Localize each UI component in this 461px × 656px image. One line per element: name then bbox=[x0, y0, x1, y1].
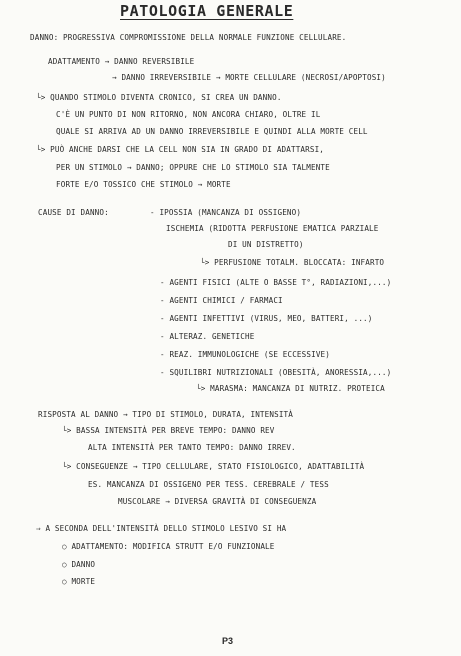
note-line: ⇒ A SECONDA DELL'INTENSITÀ DELLO STIMOLO LESIVO SI HA bbox=[36, 524, 287, 533]
note-line: - REAZ. IMMUNOLOGICHE (SE ECCESSIVE) bbox=[160, 350, 330, 359]
note-line: └> BASSA INTENSITÀ PER BREVE TEMPO: DANNO REV bbox=[62, 426, 275, 435]
note-line: - ALTERAZ. GENETICHE bbox=[160, 332, 255, 341]
note-line: ○ MORTE bbox=[62, 577, 96, 586]
note-line: └> QUANDO STIMOLO DIVENTA CRONICO, SI CREA UN DANNO. bbox=[36, 93, 282, 102]
page-title: PATOLOGIA GENERALE bbox=[120, 2, 294, 20]
note-line: QUALE SI ARRIVA AD UN DANNO IRREVERSIBILE E QUINDI ALLA MORTE CELL bbox=[56, 127, 368, 136]
note-line: DANNO: PROGRESSIVA COMPROMISSIONE DELLA NORMALE FUNZIONE CELLULARE. bbox=[30, 33, 347, 42]
note-line: - IPOSSIA (MANCANZA DI OSSIGENO) bbox=[150, 208, 302, 217]
note-line: PER UN STIMOLO → DANNO; OPPURE CHE LO STIMOLO SIA TALMENTE bbox=[56, 163, 330, 172]
note-line: - AGENTI FISICI (ALTE O BASSE T°, RADIAZIONI,...) bbox=[160, 278, 392, 287]
note-line: - SQUILIBRI NUTRIZIONALI (OBESITÀ, ANORESSIA,...) bbox=[160, 368, 392, 377]
note-line: └> MARASMA: MANCANZA DI NUTRIZ. PROTEICA bbox=[196, 384, 385, 393]
note-line: ○ ADATTAMENTO: MODIFICA STRUTT E/O FUNZIONALE bbox=[62, 542, 275, 551]
note-line: ES. MANCANZA DI OSSIGENO PER TESS. CEREBRALE / TESS bbox=[88, 480, 329, 489]
page-number: P3 bbox=[222, 636, 234, 646]
note-line: └> PUÒ ANCHE DARSI CHE LA CELL NON SIA IN GRADO DI ADATTARSI, bbox=[36, 145, 325, 154]
note-line: ISCHEMIA (RIDOTTA PERFUSIONE EMATICA PARZIALE bbox=[166, 224, 379, 233]
note-line: DI UN DISTRETTO) bbox=[228, 240, 304, 249]
note-line: RISPOSTA AL DANNO → TIPO DI STIMOLO, DURATA, INTENSITÀ bbox=[38, 410, 293, 419]
note-line: └> PERFUSIONE TOTALM. BLOCCATA: INFARTO bbox=[200, 258, 385, 267]
note-line: ALTA INTENSITÀ PER TANTO TEMPO: DANNO IRREV. bbox=[88, 443, 296, 452]
note-line: ○ DANNO bbox=[62, 560, 96, 569]
note-line: ADATTAMENTO → DANNO REVERSIBILE bbox=[48, 57, 195, 66]
note-line: → DANNO IRREVERSIBILE → MORTE CELLULARE (NECROSI/APOPTOSI) bbox=[112, 73, 386, 82]
note-line: C'È UN PUNTO DI NON RITORNO, NON ANCORA CHIARO, OLTRE IL bbox=[56, 110, 321, 119]
note-line: MUSCOLARE → DIVERSA GRAVITÀ DI CONSEGUENZA bbox=[118, 497, 317, 506]
note-line: - AGENTI INFETTIVI (VIRUS, MEO, BATTERI, ...) bbox=[160, 314, 373, 323]
note-line: FORTE E/O TOSSICO CHE STIMOLO → MORTE bbox=[56, 180, 231, 189]
note-line: - AGENTI CHIMICI / FARMACI bbox=[160, 296, 283, 305]
note-line: └> CONSEGUENZE → TIPO CELLULARE, STATO FISIOLOGICO, ADATTABILITÀ bbox=[62, 462, 365, 471]
note-line: CAUSE DI DANNO: bbox=[38, 208, 109, 217]
